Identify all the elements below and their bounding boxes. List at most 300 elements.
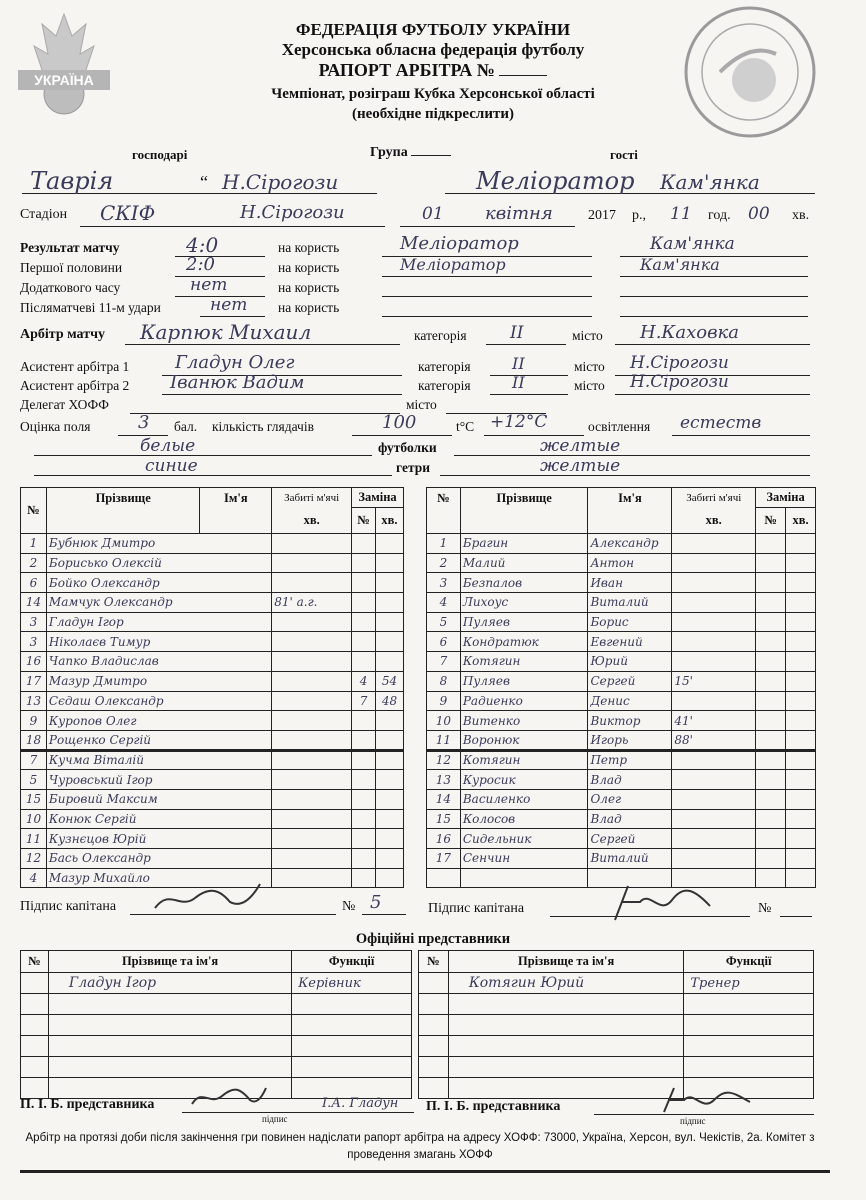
away-player-name: Иван: [588, 573, 672, 593]
home-player-no: 4: [21, 868, 47, 888]
first-half-label: Першої половини: [20, 260, 123, 275]
home-player-row: [21, 534, 404, 554]
home-player-name: Борисько Олексій: [46, 553, 271, 573]
temp-label: t°C: [456, 419, 475, 434]
away-player-surname: Воронюк: [460, 730, 588, 750]
away-official-name: Котягин Юрий: [448, 973, 683, 994]
away-player-name: Виталий: [588, 593, 672, 613]
home-player-sub-no: [352, 730, 376, 750]
away-col-no: №: [427, 488, 461, 534]
away-empty-cell: [786, 868, 816, 888]
home-player-row: [21, 809, 404, 829]
home-player-sub-min: [376, 711, 404, 731]
away-player-name: Олег: [588, 789, 672, 809]
home-official-row: [21, 994, 412, 1015]
home-player-sub-min: [376, 652, 404, 672]
home-official-row: [21, 1015, 412, 1036]
home-player-sub-min: [376, 553, 404, 573]
away-player-name: Петр: [588, 750, 672, 770]
home-player-sub-min: 54: [376, 671, 404, 691]
away-player-sub-min: [786, 573, 816, 593]
assistant1-category-label: категорія: [418, 359, 471, 374]
away-officials-body: [419, 973, 814, 1099]
points-label: бал.: [174, 419, 198, 434]
assistant1-cat-line: [490, 375, 568, 376]
match-minute: 00: [748, 204, 770, 224]
home-team: Таврія: [30, 167, 114, 195]
away-player-surname: Безпалов: [460, 573, 588, 593]
home-official-no: [21, 1078, 49, 1099]
home-players-table: [20, 487, 404, 888]
home-player-no: 2: [21, 553, 47, 573]
away-official-row: [419, 994, 814, 1015]
away-col-name: Ім'я: [588, 488, 672, 534]
half-team-line: [382, 276, 592, 277]
home-player-goal: [272, 789, 352, 809]
home-player-no: 7: [21, 750, 47, 770]
away-player-no: 10: [427, 711, 461, 731]
home-player-name: Сєдаш Олександр: [46, 691, 271, 711]
away-player-name: Борис: [588, 612, 672, 632]
away-player-no: 11: [427, 730, 461, 750]
home-col-no: №: [21, 488, 47, 534]
away-official-func: [684, 1036, 814, 1057]
field-rating: 3: [138, 412, 150, 433]
half-city-line: [620, 276, 808, 277]
away-players-table: [426, 487, 816, 888]
home-player-name: Конюк Сергій: [46, 809, 271, 829]
away-player-surname: Котягин: [460, 750, 588, 770]
away-player-name: Сергей: [588, 671, 672, 691]
home-player-no: 3: [21, 632, 47, 652]
away-official-row: [419, 1015, 814, 1036]
home-player-sub-min: [376, 809, 404, 829]
home-captain-signature: [150, 880, 270, 921]
home-player-sub-no: [352, 809, 376, 829]
home-official-name: [48, 1015, 291, 1036]
away-official-row: [419, 1057, 814, 1078]
result-team: Меліоратор: [400, 233, 519, 254]
penalties-label: Післяматчеві 11-м удари: [20, 300, 161, 315]
away-official-name: [448, 1015, 683, 1036]
away-player-goal: [672, 632, 756, 652]
referee-label: Арбітр матчу: [20, 327, 105, 342]
home-player-row: [21, 652, 404, 672]
away-off-col-func: Функції: [684, 951, 814, 973]
away-rep-signature-caption: підпис: [680, 1116, 706, 1126]
away-socks: желтые: [540, 456, 621, 476]
away-officials-table: [418, 950, 814, 1099]
away-player-surname: Сенчин: [460, 849, 588, 869]
away-player-name: Сергей: [588, 829, 672, 849]
logo-left-text: УКРАЇНА: [34, 72, 94, 88]
home-player-row: [21, 632, 404, 652]
away-empty-cell: [460, 868, 588, 888]
home-player-name: Бась Олександр: [46, 849, 271, 869]
home-player-sub-min: [376, 730, 404, 750]
half-team: Меліоратор: [400, 255, 506, 274]
away-player-sub-min: [786, 730, 816, 750]
home-player-no: 11: [21, 829, 47, 849]
home-player-row: [21, 671, 404, 691]
away-player-surname: Сидельник: [460, 829, 588, 849]
home-official-func: [292, 994, 412, 1015]
away-player-no: 13: [427, 770, 461, 790]
assistant2-city-line: [615, 394, 810, 395]
away-player-row: [427, 593, 816, 613]
home-player-row: [21, 789, 404, 809]
home-player-sub-min: [376, 534, 404, 554]
away-player-surname: Пуляев: [460, 612, 588, 632]
home-player-sub-min: [376, 829, 404, 849]
away-player-sub-no: [756, 612, 786, 632]
home-player-sub-min: 48: [376, 691, 404, 711]
home-player-sub-min: [376, 868, 404, 888]
away-player-goal: [672, 534, 756, 554]
home-socks: синие: [145, 456, 198, 476]
away-player-goal: 41': [672, 711, 756, 731]
underline-note: (необхідне підкреслити): [352, 106, 514, 122]
home-off-col-name: Прізвище та ім'я: [48, 951, 291, 973]
assistant2-line: [162, 394, 402, 395]
home-player-goal: [272, 809, 352, 829]
away-socks-line: [440, 475, 810, 476]
competition-title: Чемпіонат, розіграш Кубка Херсонської області: [271, 86, 595, 102]
assistant2-category-label: категорія: [418, 378, 471, 393]
home-player-row: [21, 593, 404, 613]
away-player-no: 8: [427, 671, 461, 691]
away-player-surname: Кондратюк: [460, 632, 588, 652]
away-player-surname: Витенко: [460, 711, 588, 731]
referee-city-label: місто: [572, 328, 603, 343]
assistant2-category: ІІ: [512, 373, 525, 392]
spectators-label: кількість глядачів: [212, 419, 314, 434]
home-player-sub-no: [352, 573, 376, 593]
home-player-sub-min: [376, 593, 404, 613]
home-off-col-no: №: [21, 951, 49, 973]
result-in-favor: на користь: [278, 240, 340, 255]
away-player-row: [427, 711, 816, 731]
home-player-no: 6: [21, 573, 47, 593]
away-player-sub-no: [756, 632, 786, 652]
extra-value: нет: [190, 275, 228, 295]
away-player-row: [427, 612, 816, 632]
away-player-sub-min: [786, 691, 816, 711]
assistant1-city-label: місто: [574, 359, 605, 374]
referee-city: Н.Каховка: [640, 322, 740, 343]
home-player-goal: [272, 534, 352, 554]
home-official-no: [21, 994, 49, 1015]
away-official-name: [448, 1078, 683, 1099]
federation-title: ФЕДЕРАЦІЯ ФУТБОЛУ УКРАЇНИ: [295, 20, 571, 39]
away-captain-signature: [610, 880, 730, 929]
away-player-row: [427, 652, 816, 672]
home-player-row: [21, 711, 404, 731]
home-officials-table: [20, 950, 412, 1099]
footer-note: Арбітр на протязі доби після закінчення гри повинен надіслати рапорт арбітра на адресу ХОФФ: 73000, Україна, Херсон, вул. Чекістів, 2а. Комітет з проведення змагань ХОФФ: [25, 1132, 815, 1161]
away-player-goal: [672, 593, 756, 613]
away-player-row: [427, 730, 816, 750]
assistant1-label: Асистент арбітра 1: [20, 359, 130, 374]
away-player-row: [427, 770, 816, 790]
away-col-sub: Заміна: [756, 488, 816, 508]
home-player-no: 13: [21, 691, 47, 711]
home-player-no: 5: [21, 770, 47, 790]
away-empty-cell: [756, 868, 786, 888]
home-player-goal: [272, 868, 352, 888]
home-player-sub-min: [376, 750, 404, 770]
away-player-no: 12: [427, 750, 461, 770]
home-player-sub-no: [352, 770, 376, 790]
referee-name: Карпюк Михаил: [140, 320, 312, 344]
away-player-surname: Василенко: [460, 789, 588, 809]
home-player-sub-no: [352, 849, 376, 869]
away-captain-no-line: [780, 916, 812, 917]
away-player-sub-no: [756, 730, 786, 750]
away-player-goal: [672, 750, 756, 770]
home-official-row: [21, 1036, 412, 1057]
home-player-sub-no: [352, 612, 376, 632]
home-col-goals: Забиті м'ячі: [272, 488, 352, 508]
penalties-team-line: [382, 316, 592, 317]
away-player-row: [427, 691, 816, 711]
home-player-row: [21, 849, 404, 869]
home-player-row: [21, 553, 404, 573]
home-official-func: [292, 1057, 412, 1078]
away-official-name: [448, 994, 683, 1015]
away-official-func: [684, 994, 814, 1015]
assistant1-category: ІІ: [512, 354, 525, 373]
referee-category-label: категорія: [414, 328, 467, 343]
extra-time-label: Додаткового часу: [20, 280, 121, 295]
home-player-no: 18: [21, 730, 47, 750]
penalties-in-favor: на користь: [278, 300, 340, 315]
minute-label: хв.: [792, 208, 810, 223]
delegate-city-label: місто: [406, 397, 437, 412]
match-hour: 11: [670, 204, 692, 224]
home-player-sub-min: [376, 770, 404, 790]
home-player-goal: [272, 652, 352, 672]
report-title: [0, 60, 866, 81]
home-official-no: [21, 973, 49, 994]
home-col-sub-no: №: [352, 508, 376, 534]
away-shirts-line: [454, 455, 810, 456]
away-player-sub-min: [786, 671, 816, 691]
home-player-goal: [272, 671, 352, 691]
away-player-sub-no: [756, 711, 786, 731]
away-official-no: [419, 973, 449, 994]
stadium-name: СКІФ: [100, 201, 156, 225]
home-off-col-func: Функції: [292, 951, 412, 973]
field-rating-label: Оцінка поля: [20, 419, 91, 434]
away-official-func: [684, 1015, 814, 1036]
home-player-goal: 81' а.г.: [272, 593, 352, 613]
assistant2-city: Н.Сірогози: [630, 372, 729, 392]
away-official-row: [419, 973, 814, 994]
home-player-name: Бойко Олександр: [46, 573, 271, 593]
assistant2-label: Асистент арбітра 2: [20, 378, 130, 393]
regional-title: Херсонська обласна федерація футболу: [281, 40, 585, 59]
away-player-no: 14: [427, 789, 461, 809]
penalties-value: нет: [210, 295, 248, 315]
home-player-goal: [272, 632, 352, 652]
delegate-line: [130, 413, 400, 414]
away-player-surname: Котягин: [460, 652, 588, 672]
home-player-row: [21, 691, 404, 711]
away-player-name: Денис: [588, 691, 672, 711]
away-player-sub-no: [756, 593, 786, 613]
away-player-sub-no: [756, 691, 786, 711]
home-player-goal: [272, 573, 352, 593]
away-player-row: [427, 671, 816, 691]
away-player-row: [427, 534, 816, 554]
away-official-no: [419, 994, 449, 1015]
home-socks-line: [34, 475, 392, 476]
away-player-sub-min: [786, 652, 816, 672]
footer-rule: [20, 1170, 830, 1173]
half-in-favor: на користь: [278, 260, 340, 275]
away-player-name: Юрий: [588, 652, 672, 672]
home-official-func: Керівник: [292, 973, 412, 994]
away-player-sub-min: [786, 789, 816, 809]
away-player-goal: 15': [672, 671, 756, 691]
referee-category: ІІ: [510, 323, 524, 343]
home-player-sub-min: [376, 573, 404, 593]
home-player-name: Мамчук Олександр: [46, 593, 271, 613]
away-city: Кам'янка: [660, 170, 760, 194]
away-player-row: [427, 829, 816, 849]
away-player-sub-min: [786, 534, 816, 554]
home-col-surname: Прізвище: [46, 488, 200, 534]
away-players-body: [427, 534, 816, 888]
home-player-sub-no: [352, 868, 376, 888]
away-player-no: 5: [427, 612, 461, 632]
home-player-goal: [272, 750, 352, 770]
home-player-sub-no: [352, 553, 376, 573]
home-official-no: [21, 1057, 49, 1078]
home-official-no: [21, 1036, 49, 1057]
away-player-no: 7: [427, 652, 461, 672]
away-player-surname: Пуляев: [460, 671, 588, 691]
away-player-sub-no: [756, 789, 786, 809]
match-day: 01: [422, 204, 444, 224]
home-player-name: Ніколаєв Тимур: [46, 632, 271, 652]
away-player-surname: Колосов: [460, 809, 588, 829]
away-player-sub-no: [756, 553, 786, 573]
away-player-row: [427, 809, 816, 829]
home-shirts-line: [34, 455, 372, 456]
away-player-no: 15: [427, 809, 461, 829]
away-captain-no-label: №: [758, 901, 772, 916]
home-player-name: Рощенко Сергій: [46, 730, 271, 750]
home-player-sub-no: [352, 829, 376, 849]
away-official-row: [419, 1036, 814, 1057]
home-player-name: Гладун Ігор: [46, 612, 271, 632]
away-player-goal: [672, 553, 756, 573]
away-player-goal: [672, 573, 756, 593]
temperature: +12°С: [490, 412, 548, 432]
lighting-label: освітлення: [588, 419, 651, 434]
home-player-goal: [272, 829, 352, 849]
away-player-name: Влад: [588, 809, 672, 829]
away-player-goal: [672, 770, 756, 790]
group-label-text: Група: [370, 145, 408, 160]
home-player-no: 17: [21, 671, 47, 691]
away-empty-cell: [427, 868, 461, 888]
lighting: естеств: [680, 413, 762, 433]
home-player-name: Кузнєцов Юрій: [46, 829, 271, 849]
shirts-label: футболки: [378, 440, 437, 455]
delegate-label: Делегат ХОФФ: [20, 397, 109, 412]
home-rep-signature-caption: підпис: [262, 1114, 288, 1124]
away-player-sub-no: [756, 809, 786, 829]
extra-city-line: [620, 296, 808, 297]
away-player-goal: [672, 691, 756, 711]
away-player-sub-min: [786, 711, 816, 731]
half-city: Кам'янка: [640, 255, 720, 274]
home-player-goal: [272, 711, 352, 731]
away-player-goal: [672, 849, 756, 869]
home-player-goal: [272, 849, 352, 869]
away-player-name: Евгений: [588, 632, 672, 652]
home-captain-label: Підпис капітана: [20, 899, 117, 914]
home-player-no: 1: [21, 534, 47, 554]
away-col-goal-min: хв.: [672, 508, 756, 534]
away-player-sub-min: [786, 593, 816, 613]
home-player-goal: [272, 730, 352, 750]
home-player-name: Чуровський Ігор: [46, 770, 271, 790]
spectators-line: [352, 435, 452, 436]
officials-title: Офіційні представники: [355, 931, 511, 947]
away-player-no: 16: [427, 829, 461, 849]
home-official-row: [21, 973, 412, 994]
home-player-no: 3: [21, 612, 47, 632]
away-player-row: [427, 632, 816, 652]
away-player-sub-no: [756, 573, 786, 593]
home-official-func: [292, 1015, 412, 1036]
home-player-sub-no: 4: [352, 671, 376, 691]
home-official-no: [21, 1015, 49, 1036]
away-player-row: [427, 553, 816, 573]
home-official-name: [48, 994, 291, 1015]
home-shirts: белые: [140, 436, 196, 456]
home-players-body: [21, 534, 404, 888]
away-player-name: Влад: [588, 770, 672, 790]
home-captain-no: 5: [370, 892, 382, 913]
away-official-no: [419, 1057, 449, 1078]
home-city: Н.Сірогози: [222, 170, 339, 194]
referee-line: [125, 344, 400, 345]
away-shirts: желтые: [540, 436, 621, 456]
socks-label: гетри: [396, 460, 431, 475]
away-player-goal: [672, 809, 756, 829]
stadium-label: Стадіон: [20, 207, 68, 222]
away-player-sub-no: [756, 770, 786, 790]
away-player-sub-no: [756, 652, 786, 672]
home-official-name: [48, 1036, 291, 1057]
home-player-goal: [272, 612, 352, 632]
home-player-sub-min: [376, 612, 404, 632]
away-player-name: Антон: [588, 553, 672, 573]
away-player-goal: [672, 789, 756, 809]
half-score: 2:0: [186, 254, 215, 275]
guests-label: гості: [610, 147, 638, 162]
away-player-goal: 88': [672, 730, 756, 750]
away-col-surname: Прізвище: [460, 488, 588, 534]
home-player-row: [21, 770, 404, 790]
home-player-no: 10: [21, 809, 47, 829]
away-player-no: 6: [427, 632, 461, 652]
